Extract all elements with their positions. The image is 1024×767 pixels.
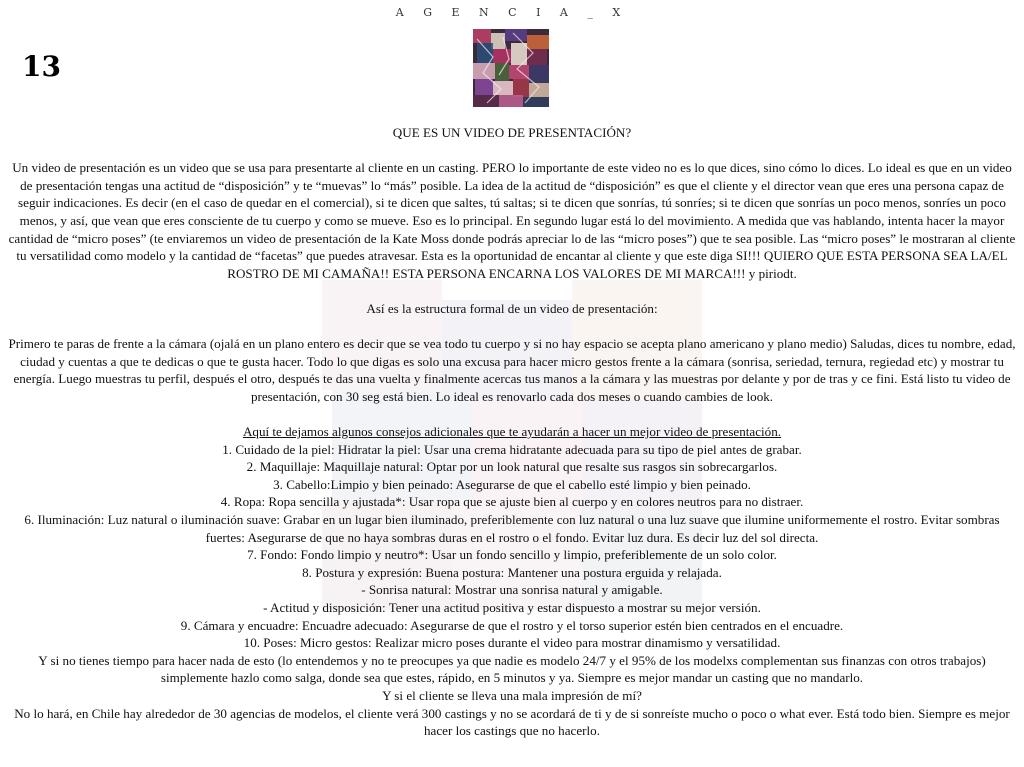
tip-item: - Sonrisa natural: Mostrar una sonrisa natural y amigable. bbox=[361, 582, 663, 598]
agency-brand: A G E N C I A _ X bbox=[395, 6, 629, 19]
tip-item: 2. Maquillaje: Maquillaje natural: Optar por un look natural que resalte sus rasgos sin sobrecargarlos. bbox=[246, 459, 778, 475]
tip-item: 6. Iluminación: Luz natural o iluminación suave: Grabar en un lugar bien iluminado, preferiblemente con luz natural o una luz suave que ilumine uniformemente el rostro. Evitar sombras fuertes: Asegurarse de que no haya sombras duras en el rostro o el fondo. Evitar luz dura. Es decir luz del sol directa. bbox=[24, 512, 1000, 545]
tips-heading: Aquí te dejamos algunos consejos adicionales que te ayudarán a hacer un mejor video de presentación. bbox=[242, 424, 782, 440]
agency-logo-image bbox=[473, 29, 549, 107]
question-line: Y si el cliente se lleva una mala impresión de mí? bbox=[382, 688, 642, 703]
tip-item: 10. Poses: Micro gestos: Realizar micro poses durante el video para mostrar dinamismo y versatilidad. bbox=[243, 635, 781, 651]
tip-item: 8. Postura y expresión: Buena postura: Mantener una postura erguida y relajada. bbox=[302, 564, 722, 580]
tip-item: 4. Ropa: Ropa sencilla y ajustada*: Usar ropa que se ajuste bien al cuerpo y en colores neutros para no distraer. bbox=[220, 494, 804, 510]
tip-item: - Actitud y disposición: Tener una actitud positiva y estar dispuesto a mostrar su mejor versión. bbox=[263, 600, 761, 616]
answer-paragraph: No lo hará, en Chile hay alrededor de 30 agencias de modelos, el cliente verá 300 castings y no se acordará de ti y de si sonreíste mucho o poco o what ever. Está todo bien. Siempre es mejor hacer los castings que no hacerlo. bbox=[14, 705, 1010, 739]
page-number: 13 bbox=[22, 50, 61, 83]
tip-item: 9. Cámara y encuadre: Encuadre adecuado: Asegurarse de que el rostro y el torso superior estén bien centrados en el encuadre. bbox=[180, 617, 844, 633]
tip-item: 7. Fondo: Fondo limpio y neutro*: Usar un fondo sencillo y limpio, preferiblemente de un solo color. bbox=[247, 547, 777, 563]
structure-heading: Así es la estructura formal de un video de presentación: bbox=[366, 300, 658, 316]
structure-paragraph: Primero te paras de frente a la cámara (ojalá en un plano entero es decir que se vea todo tu cuerpo y si no hay espacio se acepta plano americano y plano medio) Saludas, dices tu nombre, edad, ciudad y cuentas a que te dedicas o que te gusta hacer. Todo lo que digas es solo una excusa para hacer micro gestos frente a la cámara (sonrisa, seriedad, ternura, regiedad etc) y mostrar tu energía. Luego muestras tu perfil, después el otro, después te das una vuelta y finalmente acercas tus manos a la cámara y las muestras por delante y por de tras y ce fini. Está listo tu video de presentación, con 30 seg está bien. Lo ideal es renovarlo cada dos meses o cuando cambies de look. bbox=[8, 336, 1016, 404]
no-time-paragraph: Y si no tienes tiempo para hacer nada de esto (lo entendemos y no te preocupes ya que nadie es modelo 24/7 y el 95% de los modelxs complementan sus finanzas con otros trabajos) simplemente hazlo como salga, donde sea que estes, rápido, en 5 minutos y ya. Siempre es mejor mandar un casting que no mandarlo. bbox=[38, 652, 986, 686]
intro-paragraph: Un video de presentación es un video que se usa para presentarte al cliente en un casting. PERO lo importante de este video no es lo que dices, sino cómo lo dices. Lo ideal es que en un video de presentación tengas una actitud de “disposición” y te “muevas” lo “más” posible. La idea de la actitud de “disposición” es que el cliente y el director vean que eres una persona capaz de seguir indicaciones. Es decir (en el caso de quedar en el comercial), si te dicen que saltes, tú saltas; si te dicen que sonrías, tú sonríes; si te dicen que sonrías un poco menos, sonríes un poco menos, y así, que vean que eres consciente de tu cuerpo y como se mueve. Eso es lo principal. En segundo lugar está lo del movimiento. A medida que vas hablando, intenta hacer la mayor cantidad de “micro poses” (te enviaremos un video de presentación de la Kate Moss donde podrás apreciar lo de las “micro poses”) que te sea posible. Las “micro poses” le mostraran al cliente tu versatilidad como modelo y la cantidad de “facetas” que puedes atravesar. Esta es la oportunidad de encantar al cliente y que este diga SI!!! QUIERO QUE ESTA PERSONA SEA LA/EL ROSTRO DE MI CAMAÑA!! ESTA PERSONA ENCARNA LOS VALORES DE MI MARCA!!! y piriodt. bbox=[8, 160, 1016, 281]
document-body bbox=[6, 124, 1018, 740]
document-title: QUE ES UN VIDEO DE PRESENTACIÓN? bbox=[392, 125, 632, 140]
tip-item: 1. Cuidado de la piel: Hidratar la piel: Usar una crema hidratante adecuada para su tipo de piel antes de grabar. bbox=[222, 441, 802, 457]
tip-item: 3. Cabello:Limpio y bien peinado: Asegurarse de que el cabello esté limpio y bien peinado. bbox=[273, 476, 751, 492]
